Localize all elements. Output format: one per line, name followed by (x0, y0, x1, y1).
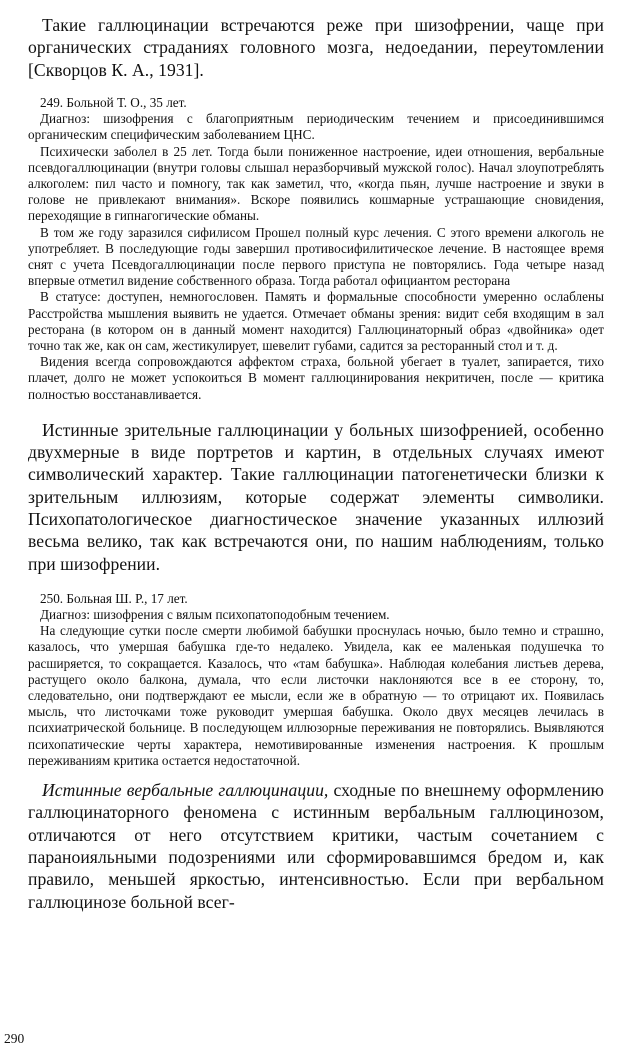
final-paragraph (28, 779, 604, 913)
final-paragraph-text: сходные по внешнему оформлению галлюцинаторного феномена с истинным вербальным галлюцинозом, отличаются от него отсутствием критики, частым сочетанием с параноияльными подозрениями или сформировавшимся бредом и, как правило, меньшей яркостью, интенсивностью. Если при вербальном галлюцинозе больной всег- (28, 780, 604, 912)
case-249-history: Психически заболел в 25 лет. Тогда были пониженное настроение, идеи отношения, вербальные псевдогаллюцинации (внутри головы слышал неразборчивый мужской голос). Начал злоупотреблять алкоголем: пил часто и помногу, так как заметил, что, «когда пьян, лучше настроение и звуки в голове не привлекают внимания». Вскоре появились кошмарные устрашающие сновидения, переходящие в гипнагогические обманы. (28, 143, 604, 224)
spacer (28, 403, 604, 419)
spacer (28, 769, 604, 779)
page-number: 290 (4, 1031, 25, 1046)
book-page (28, 14, 604, 913)
intro-paragraph: Такие галлюцинации встречаются реже при шизофрении, чаще при органических страданиях головного мозга, недоедании, переутомлении [Скворцов К. А., 1931]. (28, 15, 604, 80)
case-250-header: 250. Больная Ш. Р., 17 лет. (40, 590, 188, 606)
middle-paragraph: Истинные зрительные галлюцинации у больных шизофренией, особенно двухмерные в виде портретов и картин, в отдельных случаях имеют символический характер. Такие галлюцинации патогенетически близки к зрительным иллюзиям, которые содержат элементы символики. Психопатологическое диагностическое значение указанных иллюзий весьма велико, так как встречаются они, по нашим наблюдениям, только при шизофрении. (28, 419, 604, 574)
spacer (28, 81, 604, 95)
case-249-syphilis: В том же году заразился сифилисом Прошел полный курс лечения. С этого времени алкоголь не употребляет. В последующие годы завершил противосифилитическое лечение. В настоящее время снят с учета Псевдогаллюцинации после первого приступа не повторялись. Года четыре назад впервые отметил видение собственного образа. Тогда работал официантом ресторана (28, 224, 604, 289)
spacer (28, 575, 604, 591)
case-249-status: В статусе: доступен, немногословен. Память и формальные способности умеренно ослаблены Расстройства мышления выявить не удается. Отмечает обманы зрения: видит себя входящим в зал ресторана (в котором он в данный момент находится) Галлюцинаторный образ «двойника» одет точно так же, как он сам, жестикулирует, шевелит губами, садится за ресторанный стол и т. д. (28, 289, 604, 353)
case-250-diagnosis: Диагноз: шизофрения с вялым психопатоподобным течением. (40, 607, 390, 623)
italic-term: Истинные вербальные галлюцинации, (42, 780, 329, 801)
case-250-description: На следующие сутки после смерти любимой бабушки проснулась ночью, было темно и страшно, казалось, что умершая бабушка где-то недалеко. Увидела, как ее маленькая подушечка то расширяется, то сокращается. Казалось, что «там бабушка». Наблюдая колебания листьев дерева, растущего около балкона, думала, что если листочки наклоняются все в ее сторону, то, следовательно, они подтверждают ее мысли, если же в обратную — то отрицают их. Появилась мысль, что листочками тоже руководит умершая бабушка. Около двух месяцев лечилась в психиатрической больнице. В последующем иллюзорные переживания не повторялись. Выявляются психопатические черты характера, немотивированные изменения настроения. К прошлым переживаниям критика остается недостаточной. (28, 623, 604, 768)
case-249-header: 249. Больной Т. О., 35 лет. (40, 94, 187, 110)
case-249-diagnosis: Диагноз: шизофрения с благоприятным периодическим течением и присоединившимся органическим специфическим заболеванием ЦНС. (28, 111, 604, 143)
case-249-visions: Видения всегда сопровождаются аффектом страха, больной убегает в туалет, запирается, тихо плачет, долго не может успокоиться В момент галлюцинирования некритичен, после — критика полностью восстанавливается. (28, 354, 604, 402)
